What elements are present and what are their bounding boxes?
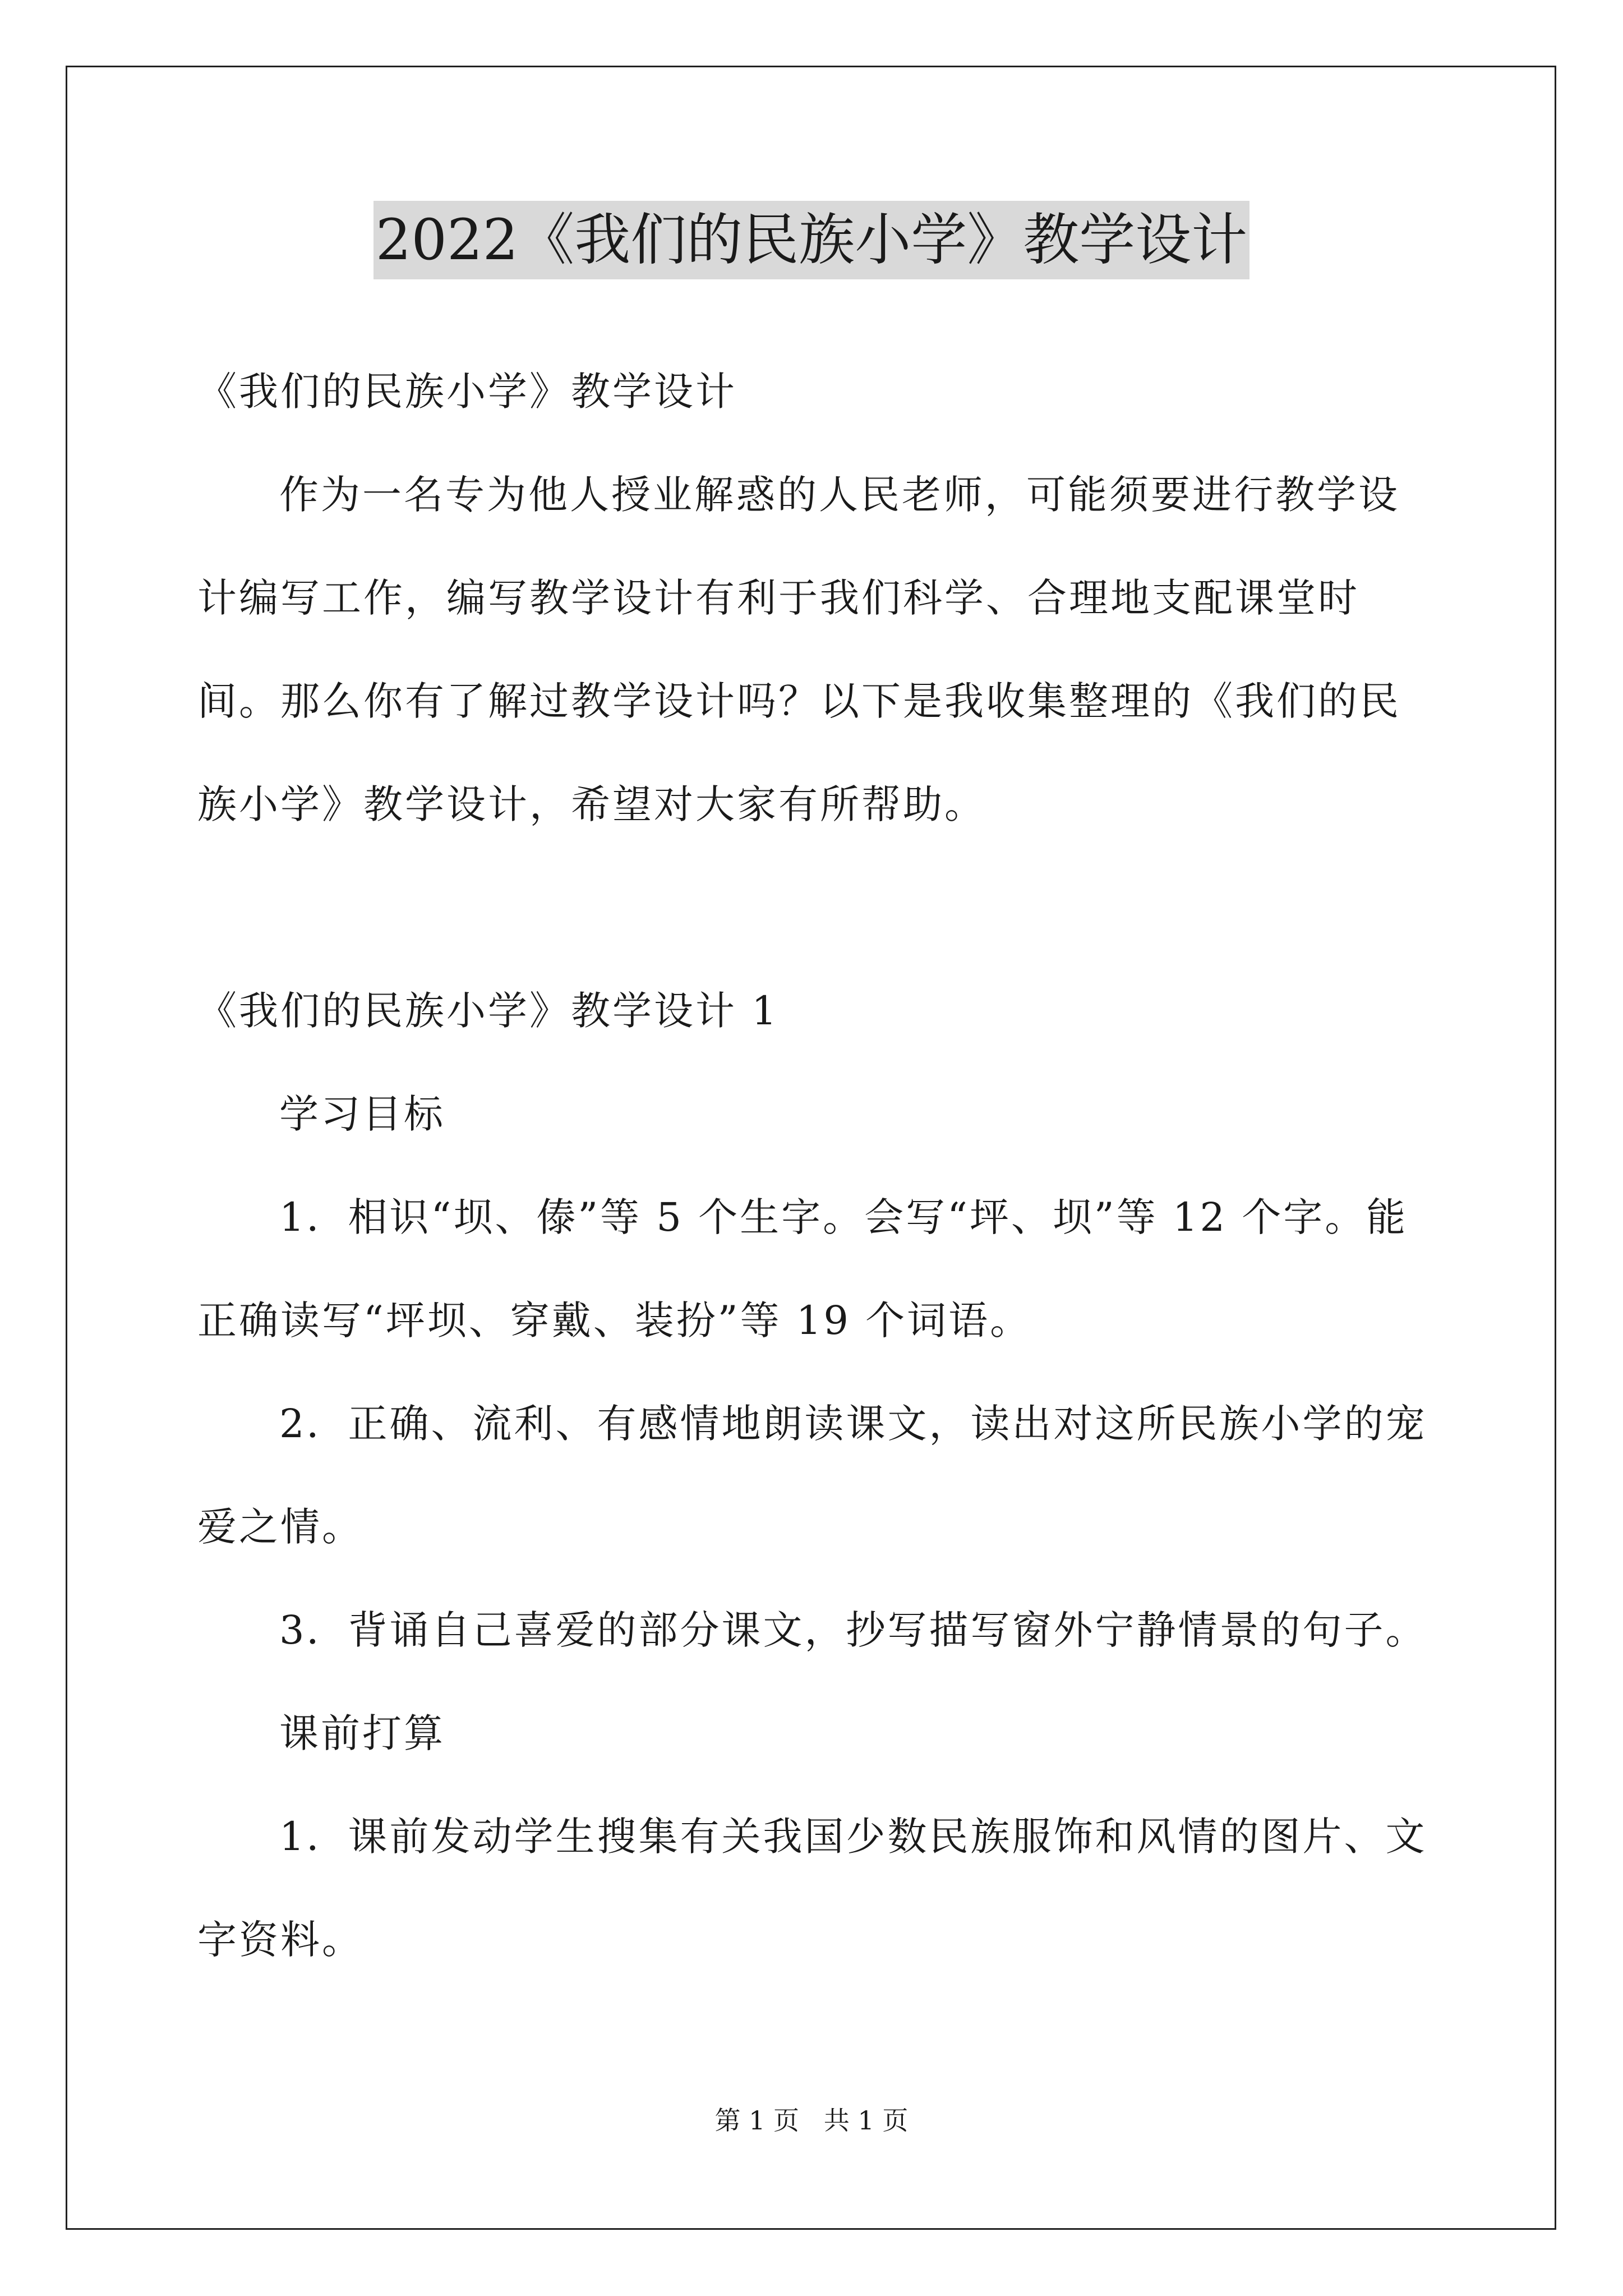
page-footer: 第 1 页 共 1 页	[714, 2105, 909, 2136]
prep-item-1: 1．课前发动学生搜集有关我国少数民族服饰和风情的图片、文字资料。	[197, 1814, 1427, 1963]
prep-heading: 课前打算	[279, 1710, 445, 1756]
section-heading: 《我们的民族小学》教学设计 1	[197, 988, 779, 1034]
objectives-heading: 学习目标	[279, 1091, 445, 1137]
document-subtitle: 《我们的民族小学》教学设计	[197, 369, 737, 415]
document-title: 2022《我们的民族小学》教学设计	[374, 201, 1250, 279]
paragraph-spacer	[197, 856, 1429, 959]
document-body	[197, 340, 1429, 1991]
title-container	[0, 201, 1623, 279]
objective-item-3: 3．背诵自己喜爱的部分课文，抄写描写窗外宁静情景的句子。	[279, 1607, 1427, 1653]
objective-item-2: 2．正确、流利、有感情地朗读课文，读出对这所民族小学的宠爱之情。	[197, 1401, 1427, 1550]
objective-item-1: 1．相识“坝、傣”等 5 个生字。会写“坪、坝”等 12 个字。能正确读写“坪坝、穿戴、装扮”等 19 个词语。	[197, 1194, 1408, 1343]
intro-paragraph: 作为一名专为他人授业解惑的人民老师，可能须要进行教学设计编写工作，编写教学设计有利于我们科学、合理地支配课堂时间。那么你有了解过教学设计吗？以下是我收集整理的《我们的民族小学》教学设计，希望对大家有所帮助。	[197, 472, 1401, 827]
